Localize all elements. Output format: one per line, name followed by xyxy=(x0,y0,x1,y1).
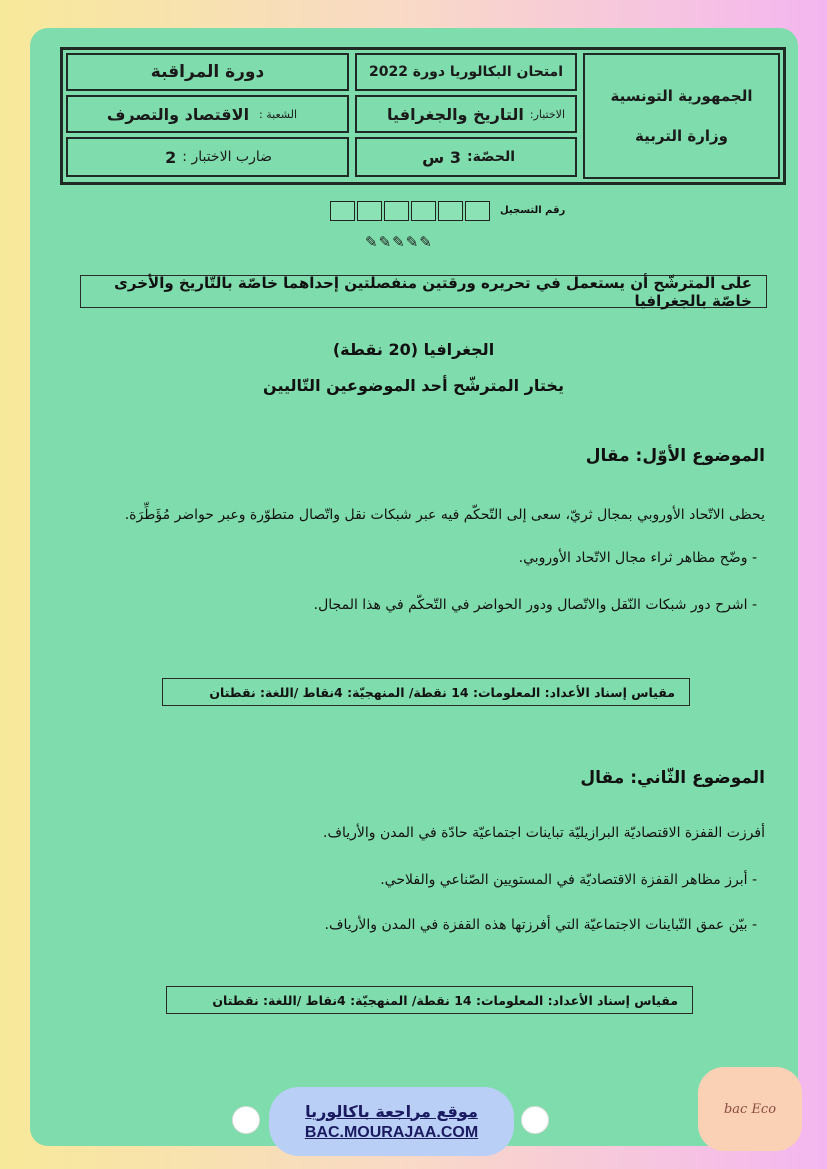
bac-eco-badge xyxy=(698,1067,802,1151)
topic1-score-text: مقياس إسناد الأعداد: المعلومات: 14 نقطة/ المنهجيّة: 4نقاط /اللغة: نقطتان xyxy=(209,684,675,700)
subject-cell xyxy=(355,95,577,133)
topic2-intro: أفرزت القفزة الاقتصاديّة البرازيليّة تباينات اجتماعيّة حادّة في المدن والأرياف. xyxy=(323,825,765,841)
choose-instruction: يختار المترشّح أحد الموضوعين التّاليين xyxy=(263,376,564,395)
subject-label: الاختبار: xyxy=(529,107,565,121)
topic2-grading-scale xyxy=(166,986,693,1014)
registration-box[interactable] xyxy=(465,201,490,221)
session-cell xyxy=(66,53,349,91)
site-logo-icon xyxy=(232,1106,260,1134)
exam-sheet xyxy=(30,28,798,1146)
instructions-notice xyxy=(80,275,767,308)
exam-title: امتحان البكالوريا دورة 2022 xyxy=(368,64,564,80)
site-name: موقع مراجعة باكالوريا xyxy=(305,1101,478,1121)
session-value: دورة المراقبة xyxy=(150,62,265,82)
topic1-grading-scale xyxy=(162,678,690,706)
site-url: BAC.MOURAJAA.COM xyxy=(304,1123,479,1141)
notice-text: على المترشّح أن يستعمل في تحريره ورقتين منفصلتين إحداهما خاصّة بالتّاريخ والأخرى خاصّة بالجغرافيا xyxy=(114,273,752,310)
topic2-question1: - أبرز مظاهر القفزة الاقتصاديّة في المستويين الصّناعي والفلاحي. xyxy=(380,872,757,888)
duration-cell xyxy=(355,137,577,177)
topic1-question2: - اشرح دور شبكات النّقل والاتّصال ودور الحواضر في التّحكّم في هذا المجال. xyxy=(313,597,757,613)
topic1-question1: - وضّح مظاهر ثراء مجال الاتّحاد الأوروبي. xyxy=(518,550,757,566)
coef-cell xyxy=(66,137,349,177)
section-value: الاقتصاد والتصرف xyxy=(106,104,250,124)
republic-label: الجمهورية التونسية xyxy=(610,87,753,105)
registration-box[interactable] xyxy=(438,201,463,221)
ministry-label: وزارة التربية xyxy=(635,127,728,145)
topic2-score-text: مقياس إسناد الأعداد: المعلومات: 14 نقطة/ المنهجيّة: 4نقاط /اللغة: نقطتان xyxy=(212,992,678,1008)
registration-box[interactable] xyxy=(357,201,382,221)
site-link[interactable] xyxy=(269,1087,514,1156)
coef-value: 2 xyxy=(165,147,177,167)
section-title: الجغرافيا (20 نقطة) xyxy=(332,340,495,359)
topic2-title: الموضوع الثّاني: مقال xyxy=(580,768,765,788)
section-cell xyxy=(66,95,349,133)
duration-value: 3 س xyxy=(422,147,461,167)
ministry-cell xyxy=(583,53,780,179)
subject-value: التاريخ والجغرافيا xyxy=(387,104,524,124)
registration-box[interactable] xyxy=(330,201,355,221)
section-label: الشعبة : xyxy=(259,107,297,121)
topic1-intro: يحظى الاتّحاد الأوروبي بمجال ثريّ، سعى إلى التّحكّم فيه عبر شبكات نقل واتّصال متطوّرة وعبر حواضر مُؤَطِّرَة. xyxy=(124,507,765,523)
site-logo-icon xyxy=(521,1106,549,1134)
exam-title-cell xyxy=(355,53,577,91)
topic1-title: الموضوع الأوّل: مقال xyxy=(585,446,765,466)
topic2-question2: - بيّن عمق التّباينات الاجتماعيّة التي أفرزتها هذه القفزة في المدن والأرياف. xyxy=(324,917,757,933)
coef-label: ضارب الاختبار : xyxy=(182,149,272,165)
registration-label: رقم التسجيل xyxy=(500,205,566,216)
pencil-icon: ✎✎✎✎✎ xyxy=(365,233,433,251)
registration-box[interactable] xyxy=(384,201,409,221)
badge-text: bac Eco xyxy=(723,1101,777,1117)
registration-box[interactable] xyxy=(411,201,436,221)
duration-label: الحصّة: xyxy=(466,149,515,165)
